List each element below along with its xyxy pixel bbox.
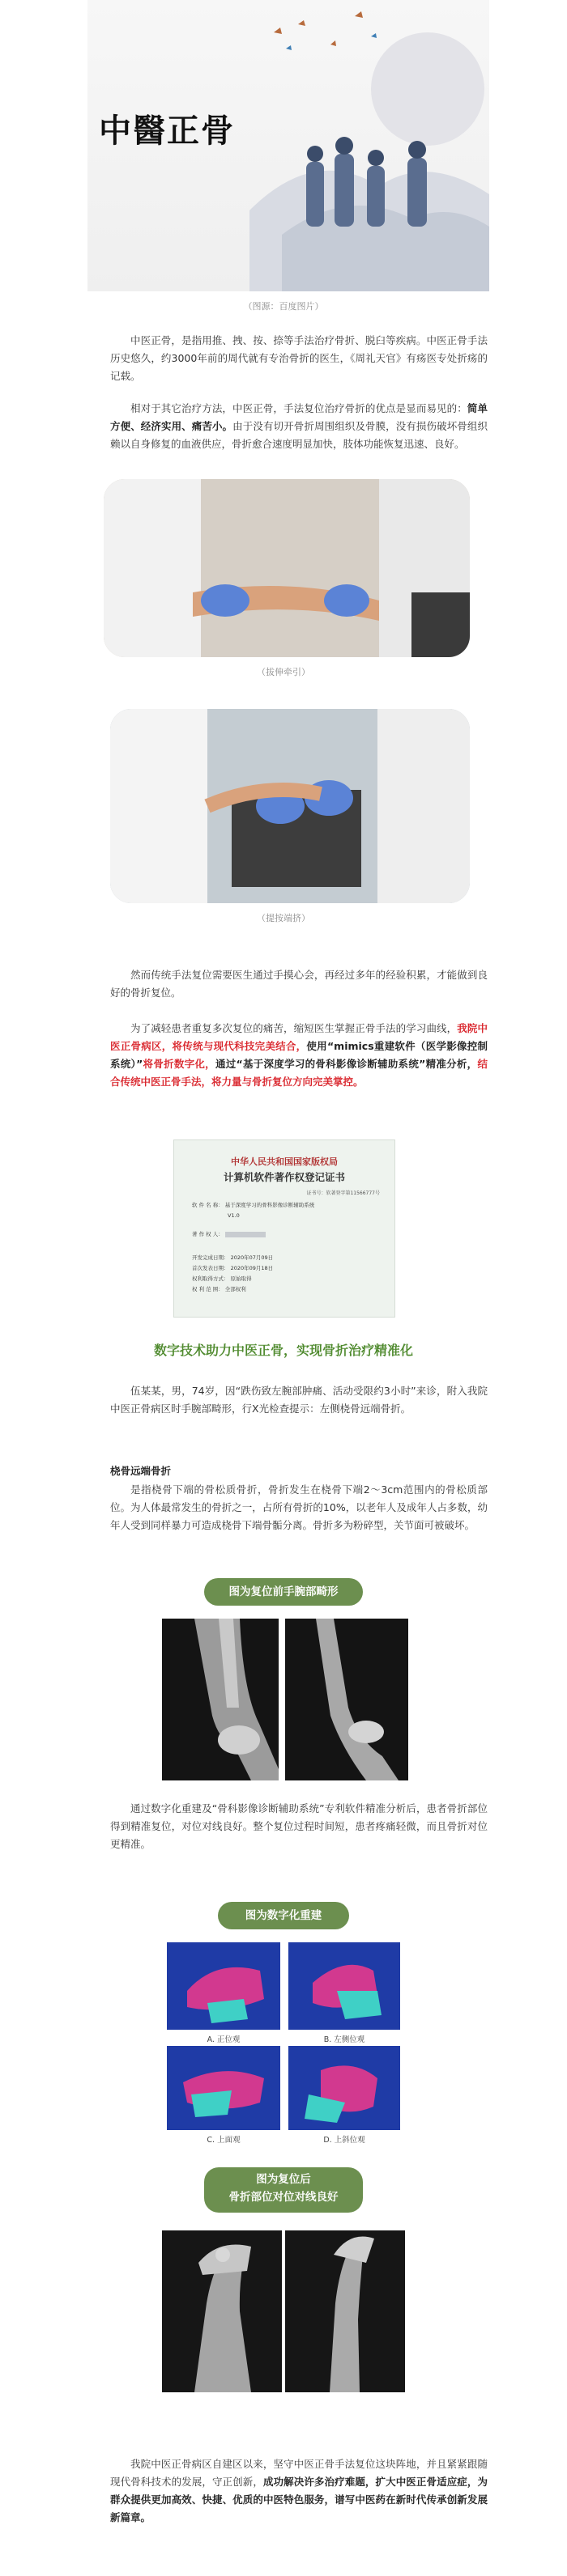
intro-advantages-lead: 相对于其它治疗方法，中医正骨，手法复位治疗骨折的优点是显而易见的： — [130, 402, 467, 414]
software-highlight-2: 将骨折数字化， — [143, 1058, 215, 1070]
xray-after-ap-image — [162, 2230, 282, 2392]
software-highlight-3: 结合传统中医正骨手法，将力量与骨折复位方向完美掌控。 — [110, 1058, 488, 1088]
xray-before-lateral — [285, 1619, 408, 1780]
software-system-name: “基于深度学习的骨科影像诊断辅助系统” — [236, 1058, 426, 1070]
software-paragraph — [110, 1020, 488, 1091]
copyright-certificate — [173, 1139, 395, 1318]
software-analysis: 精准分析， — [425, 1058, 478, 1070]
xray-before-ap — [162, 1619, 279, 1780]
software-use: 使用 — [306, 1040, 327, 1052]
certificate-row-pub-date: 首次发表日期： 2020年09月18日 — [192, 1265, 274, 1271]
certificate-authority: 中华人民共和国国家版权局 — [231, 1156, 338, 1167]
model-label-a: A. 正位观 — [207, 2035, 241, 2044]
software-intro: 为了减轻患者重复多次复位的痛苦，缩短医生掌握正骨手法的学习曲线， — [130, 1022, 458, 1034]
experience-paragraph: 然而传统手法复位需要医生通过手摸心会，再经过多年的经验积累，才能做到良好的骨折复位。 — [110, 969, 488, 999]
certificate-row-dev-date: 开发完成日期： 2020年07月09日 — [192, 1254, 274, 1261]
banner-image — [87, 0, 489, 291]
traction-caption: （拔伸牵引） — [257, 667, 310, 677]
pressing-photo — [110, 709, 470, 903]
xray-after-lateral — [285, 2230, 405, 2392]
xray-after-lateral-image — [285, 2230, 405, 2392]
post-reduction-label — [204, 2167, 363, 2213]
software-mimics: “mimics重建软件（医学影像控制系统）” — [110, 1040, 488, 1070]
pressing-caption: （提按端挤） — [257, 913, 310, 923]
closing-highlight: 成功解决许多治疗难题，扩大中医正骨适应症，为群众提供更加高效、快捷、优质的中医特色服务，谱写中医药在新时代传承创新发展新篇章。 — [110, 2476, 488, 2523]
xray-before-lateral-image — [285, 1619, 408, 1780]
model-label-c: C. 上面观 — [207, 2136, 241, 2145]
banner-caption: （图源：百度图片） — [243, 301, 324, 312]
model-label-d: D. 上斜位观 — [323, 2136, 365, 2145]
closing-intro: 我院中医正骨病区自建区以来，坚守中医正骨手法复位这块阵地，并且紧紧跟随现代骨科技术的发展，守正创新， — [110, 2458, 488, 2488]
pressing-photo-illustration — [110, 709, 470, 903]
fracture-title: 桡骨远端骨折 — [110, 1465, 172, 1477]
model-oblique-view — [288, 2046, 400, 2130]
certificate-row-version: V1.0 — [228, 1212, 240, 1219]
xray-after-ap — [162, 2230, 282, 2392]
model-label-b: B. 左侧位观 — [323, 2035, 365, 2044]
intro-advantages-highlight: 简单方便、经济实用、痛苦小。 — [110, 402, 488, 432]
software-through: 通过 — [215, 1058, 237, 1070]
xray-before-ap-image — [162, 1619, 279, 1780]
section-heading: 数字技术助力中医正骨，实现骨折治疗精准化 — [153, 1343, 413, 1358]
closing-paragraph — [110, 2455, 488, 2527]
traction-photo-illustration — [104, 479, 470, 657]
pre-reduction-label: 图为复位前手腕部畸形 — [204, 1578, 363, 1606]
post-reduction-line2: 骨折部位对位对线良好 — [228, 2191, 339, 2204]
intro-advantages-detail: 由于没有切开骨折周围组织及骨膜，没有损伤破坏骨组织赖以自身修复的血液供应，骨折愈合速度明显加快，肢体功能恢复迅速、良好。 — [110, 420, 488, 450]
post-reduction-line1: 图为复位后 — [256, 2173, 311, 2186]
certificate-title: 计算机软件著作权登记证书 — [223, 1171, 345, 1183]
model-top-view — [167, 2046, 280, 2130]
certificate-row-scope: 权 利 范 围： 全部权利 — [192, 1286, 246, 1292]
traction-photo — [104, 479, 470, 657]
certificate-row-name: 软 件 名 称： 基于深度学习的骨科影像诊断辅助系统 — [192, 1202, 315, 1208]
certificate-row-owner: 著 作 权 人： — [192, 1229, 386, 1240]
banner-title: 中醫正骨 — [99, 112, 235, 150]
certificate-rows — [192, 1200, 386, 1295]
fracture-paragraph: 是指桡骨下端的骨松质骨折，骨折发生在桡骨下端2～3cm范围内的骨松质部位。为人体最常发生的骨折之一，占所有骨折的10%，以老年人及成年人占多数，幼年人受到同样暴力可造成桡骨下端骨骺分离。骨折多为粉碎型，关节面可被破坏。 — [110, 1483, 488, 1531]
model-ap-view — [167, 1942, 280, 2030]
analysis-paragraph: 通过数字化重建及“骨科影像诊断辅助系统”专利软件精准分析后，患者骨折部位得到精准复位，对位对线良好。整个复位过程时间短，患者疼痛轻微，而且骨折对位更精准。 — [110, 1802, 488, 1850]
model-left-lateral-view — [288, 1942, 400, 2030]
case-paragraph: 伍某某，男，74岁，因“跌伤致左腕部肿痛、活动受限约3小时”来诊，附入我院中医正骨病区时手腕部畸形，行X光检查提示：左侧桡骨远端骨折。 — [110, 1385, 488, 1415]
digital-reconstruction-label: 图为数字化重建 — [218, 1902, 349, 1929]
intro-paragraph-1: 中医正骨，是指用推、拽、按、捺等手法治疗骨折、脱臼等疾病。中医正骨手法历史悠久，约3000年前的周代就有专治骨折的医生，《周礼天官》有疡医专处折疡的记载。 — [110, 334, 488, 382]
software-highlight-1: 我院中医正骨病区，将传统与现代科技完美结合， — [110, 1022, 488, 1052]
certificate-row-acquire: 权利取得方式： 原始取得 — [192, 1275, 252, 1282]
intro-paragraph-2 — [110, 400, 488, 453]
certificate-number: 证书号：软著登字第11566777号 — [306, 1190, 380, 1196]
